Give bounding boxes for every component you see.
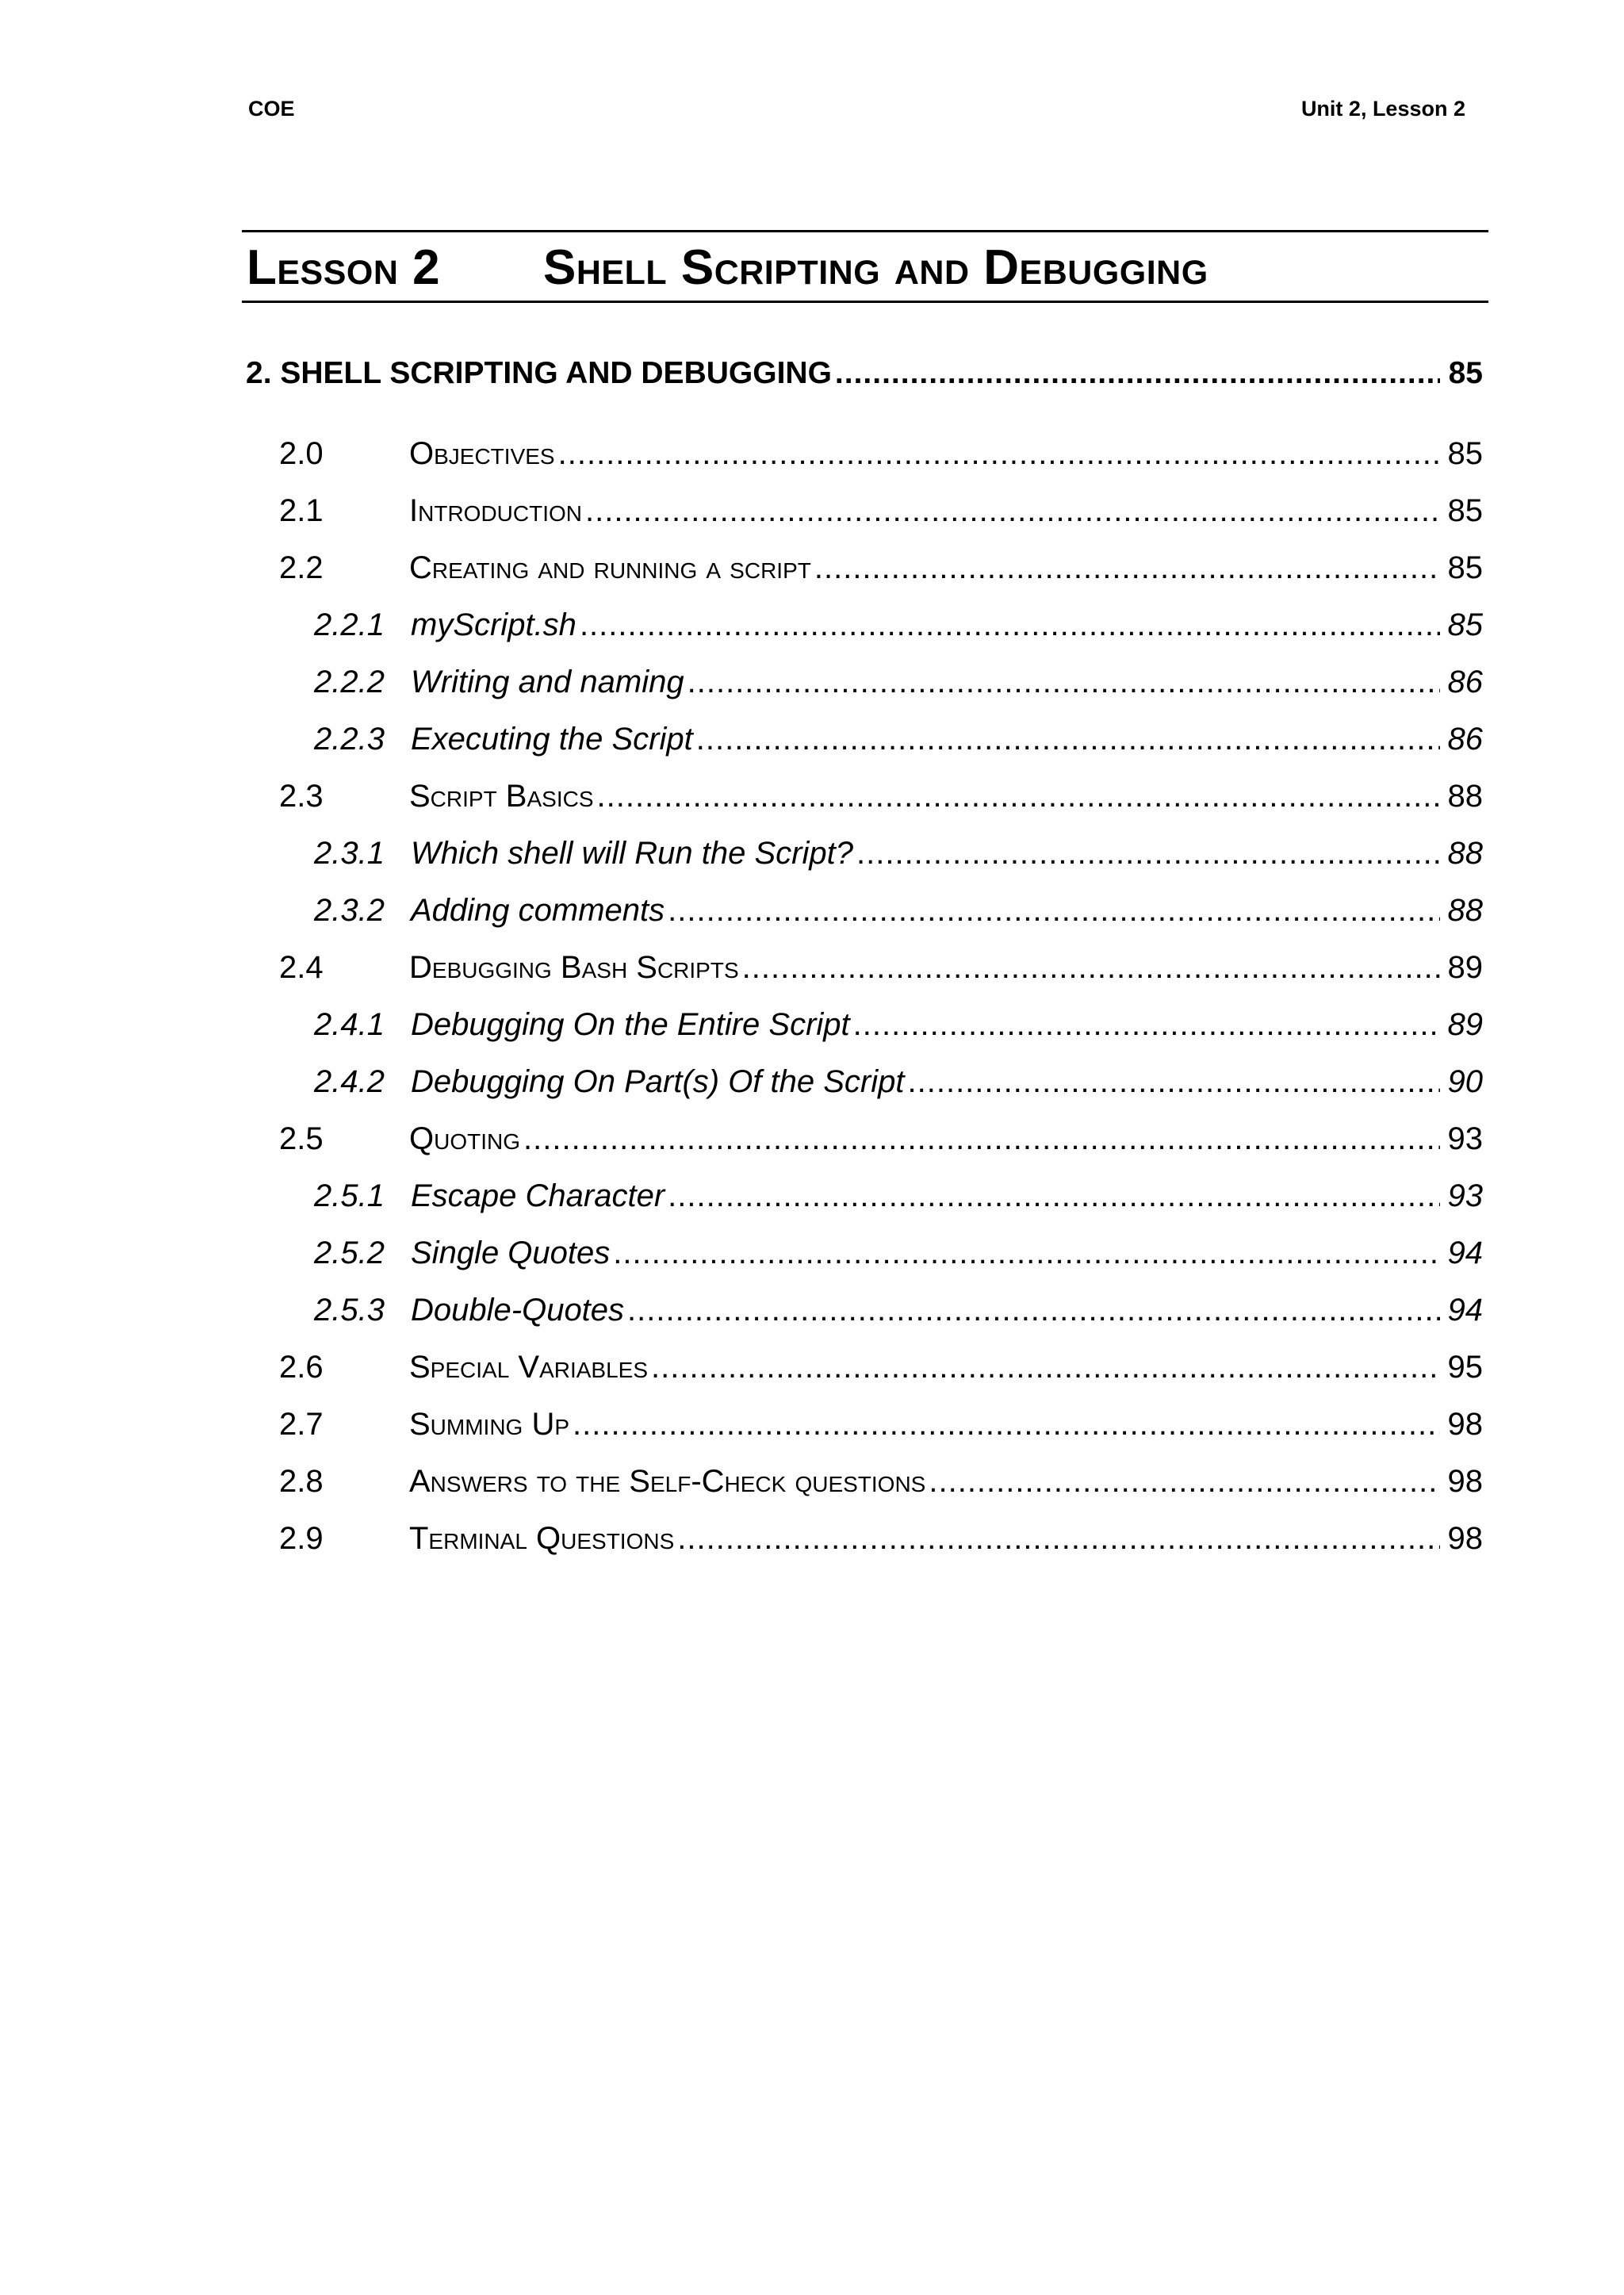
toc-entry-number: 2.1 bbox=[279, 493, 324, 528]
toc-entry-page: 94 bbox=[1447, 1293, 1483, 1328]
toc-subsection-entry[interactable] bbox=[246, 1282, 1483, 1339]
toc-entry-number: 2.0 bbox=[279, 436, 324, 471]
toc-entry-number: 2.3 bbox=[279, 779, 324, 814]
lesson-number: Lesson 2 bbox=[247, 240, 441, 295]
lesson-title: Shell Scripting and Debugging bbox=[543, 240, 1208, 295]
toc-entry-page: 93 bbox=[1447, 1121, 1483, 1156]
toc-entry-page: 93 bbox=[1447, 1178, 1483, 1213]
toc-subsection-entry[interactable] bbox=[246, 653, 1483, 711]
toc-entry-page: 94 bbox=[1447, 1236, 1483, 1270]
toc-entry-title: myScript.sh bbox=[411, 607, 576, 642]
toc-subsection-entry[interactable] bbox=[246, 882, 1483, 939]
toc-entry-title: Single Quotes bbox=[411, 1236, 611, 1270]
toc-entry-title: Special Variables bbox=[409, 1350, 649, 1385]
toc-entry-number: 2.9 bbox=[279, 1521, 324, 1556]
toc-leader bbox=[677, 1510, 1440, 1567]
toc-entry-title: Writing and naming bbox=[411, 665, 684, 699]
toc-entry-number: 2.5.3 bbox=[314, 1293, 385, 1328]
toc-leader bbox=[853, 996, 1440, 1053]
toc-main-title: 2. SHELL SCRIPTING AND DEBUGGING bbox=[246, 356, 832, 390]
toc-entry-title: Introduction bbox=[409, 493, 582, 528]
toc-entry-number: 2.2.1 bbox=[314, 607, 385, 642]
toc-entry-title: Summing Up bbox=[409, 1407, 570, 1442]
toc-entry-title: Script Basics bbox=[409, 779, 594, 814]
toc-entry-page: 86 bbox=[1447, 665, 1483, 699]
toc-entry-title: Debugging Bash Scripts bbox=[409, 950, 739, 985]
toc-entry-title: Objectives bbox=[409, 436, 555, 471]
toc-leader bbox=[613, 1224, 1440, 1282]
toc-entry-title: Answers to the Self-Check questions bbox=[409, 1464, 926, 1499]
lesson-title-block bbox=[242, 230, 1488, 303]
toc-entry-page: 85 bbox=[1447, 436, 1483, 471]
toc-leader bbox=[523, 1110, 1440, 1167]
toc-entry-number: 2.2 bbox=[279, 550, 324, 585]
toc-entry-page: 88 bbox=[1447, 836, 1483, 871]
toc-section-entry[interactable] bbox=[246, 482, 1483, 539]
toc-entry-number: 2.8 bbox=[279, 1464, 324, 1499]
toc-leader bbox=[856, 825, 1440, 882]
toc-entry-title: Creating and running a script bbox=[409, 550, 811, 585]
toc-leader bbox=[597, 768, 1441, 825]
toc-entry-number: 2.2.3 bbox=[314, 722, 385, 757]
toc-entry-number: 2.5.2 bbox=[314, 1236, 385, 1270]
toc-entry-page: 88 bbox=[1447, 779, 1483, 814]
toc-entry-page: 88 bbox=[1447, 893, 1483, 928]
toc-entry-number: 2.4 bbox=[279, 950, 324, 985]
table-of-contents bbox=[246, 349, 1483, 1567]
toc-leader bbox=[814, 539, 1440, 596]
toc-section-entry[interactable] bbox=[246, 425, 1483, 482]
toc-subsection-entry[interactable] bbox=[246, 1167, 1483, 1224]
toc-leader bbox=[696, 711, 1440, 768]
toc-entry-number: 2.3.1 bbox=[314, 836, 385, 871]
toc-entry-title: Executing the Script bbox=[411, 722, 693, 757]
toc-section-entry[interactable] bbox=[246, 1339, 1483, 1396]
toc-entry-number: 2.6 bbox=[279, 1350, 324, 1385]
toc-entry-number: 2.7 bbox=[279, 1407, 324, 1442]
toc-subsection-entry[interactable] bbox=[246, 711, 1483, 768]
toc-section-entry[interactable] bbox=[246, 539, 1483, 596]
toc-leader bbox=[573, 1396, 1440, 1453]
toc-leader bbox=[585, 482, 1440, 539]
toc-subsection-entry[interactable] bbox=[246, 996, 1483, 1053]
toc-entry-number: 2.5 bbox=[279, 1121, 324, 1156]
toc-leader bbox=[929, 1453, 1440, 1510]
toc-entry-page: 90 bbox=[1447, 1064, 1483, 1099]
toc-subsection-entry[interactable] bbox=[246, 825, 1483, 882]
toc-entry-title: Double-Quotes bbox=[411, 1293, 625, 1328]
toc-leader bbox=[580, 596, 1440, 653]
toc-leader bbox=[627, 1282, 1440, 1339]
toc-entry-number: 2.3.2 bbox=[314, 893, 385, 928]
toc-entry-title: Which shell will Run the Script? bbox=[411, 836, 853, 871]
toc-entry-page: 98 bbox=[1447, 1464, 1483, 1499]
page-header bbox=[248, 97, 1465, 124]
toc-section-entry[interactable] bbox=[246, 1110, 1483, 1167]
toc-entry-page: 89 bbox=[1447, 950, 1483, 985]
toc-entry-page: 86 bbox=[1447, 722, 1483, 757]
toc-section-entry[interactable] bbox=[246, 1510, 1483, 1567]
toc-entry-number: 2.4.2 bbox=[314, 1064, 385, 1099]
toc-entry-number: 2.5.1 bbox=[314, 1178, 385, 1213]
toc-entry-page: 95 bbox=[1447, 1350, 1483, 1385]
toc-section-entry[interactable] bbox=[246, 768, 1483, 825]
toc-leader bbox=[668, 1167, 1440, 1224]
header-right-text: Unit 2, Lesson 2 bbox=[1300, 97, 1465, 121]
toc-subsection-entry[interactable] bbox=[246, 1053, 1483, 1110]
toc-entry-title: Adding comments bbox=[411, 893, 665, 928]
toc-entry-page: 85 bbox=[1447, 493, 1483, 528]
toc-entry-page: 98 bbox=[1447, 1407, 1483, 1442]
header-left-text: COE bbox=[248, 97, 295, 121]
toc-leader bbox=[908, 1053, 1441, 1110]
toc-section-entry[interactable] bbox=[246, 1453, 1483, 1510]
toc-section-entry[interactable] bbox=[246, 1396, 1483, 1453]
toc-leader bbox=[742, 939, 1440, 996]
toc-section-entry[interactable] bbox=[246, 939, 1483, 996]
toc-main-entry[interactable] bbox=[246, 349, 1483, 425]
toc-entry-page: 85 bbox=[1447, 550, 1483, 585]
toc-entry-number: 2.2.2 bbox=[314, 665, 385, 699]
toc-leader bbox=[688, 653, 1440, 711]
toc-main-page: 85 bbox=[1448, 356, 1483, 390]
toc-subsection-entry[interactable] bbox=[246, 1224, 1483, 1282]
toc-entry-page: 98 bbox=[1447, 1521, 1483, 1556]
toc-leader bbox=[668, 882, 1440, 939]
toc-entry-title: Terminal Questions bbox=[409, 1521, 675, 1556]
toc-leader bbox=[558, 425, 1440, 482]
toc-entry-page: 85 bbox=[1447, 607, 1483, 642]
toc-subsection-entry[interactable] bbox=[246, 596, 1483, 653]
toc-entry-page: 89 bbox=[1447, 1007, 1483, 1042]
toc-entry-title: Escape Character bbox=[411, 1178, 665, 1213]
toc-entry-title: Debugging On Part(s) Of the Script bbox=[411, 1064, 905, 1099]
toc-leader bbox=[835, 349, 1440, 398]
toc-entry-title: Debugging On the Entire Script bbox=[411, 1007, 850, 1042]
toc-entry-title: Quoting bbox=[409, 1121, 520, 1156]
toc-entry-number: 2.4.1 bbox=[314, 1007, 385, 1042]
toc-leader bbox=[651, 1339, 1440, 1396]
